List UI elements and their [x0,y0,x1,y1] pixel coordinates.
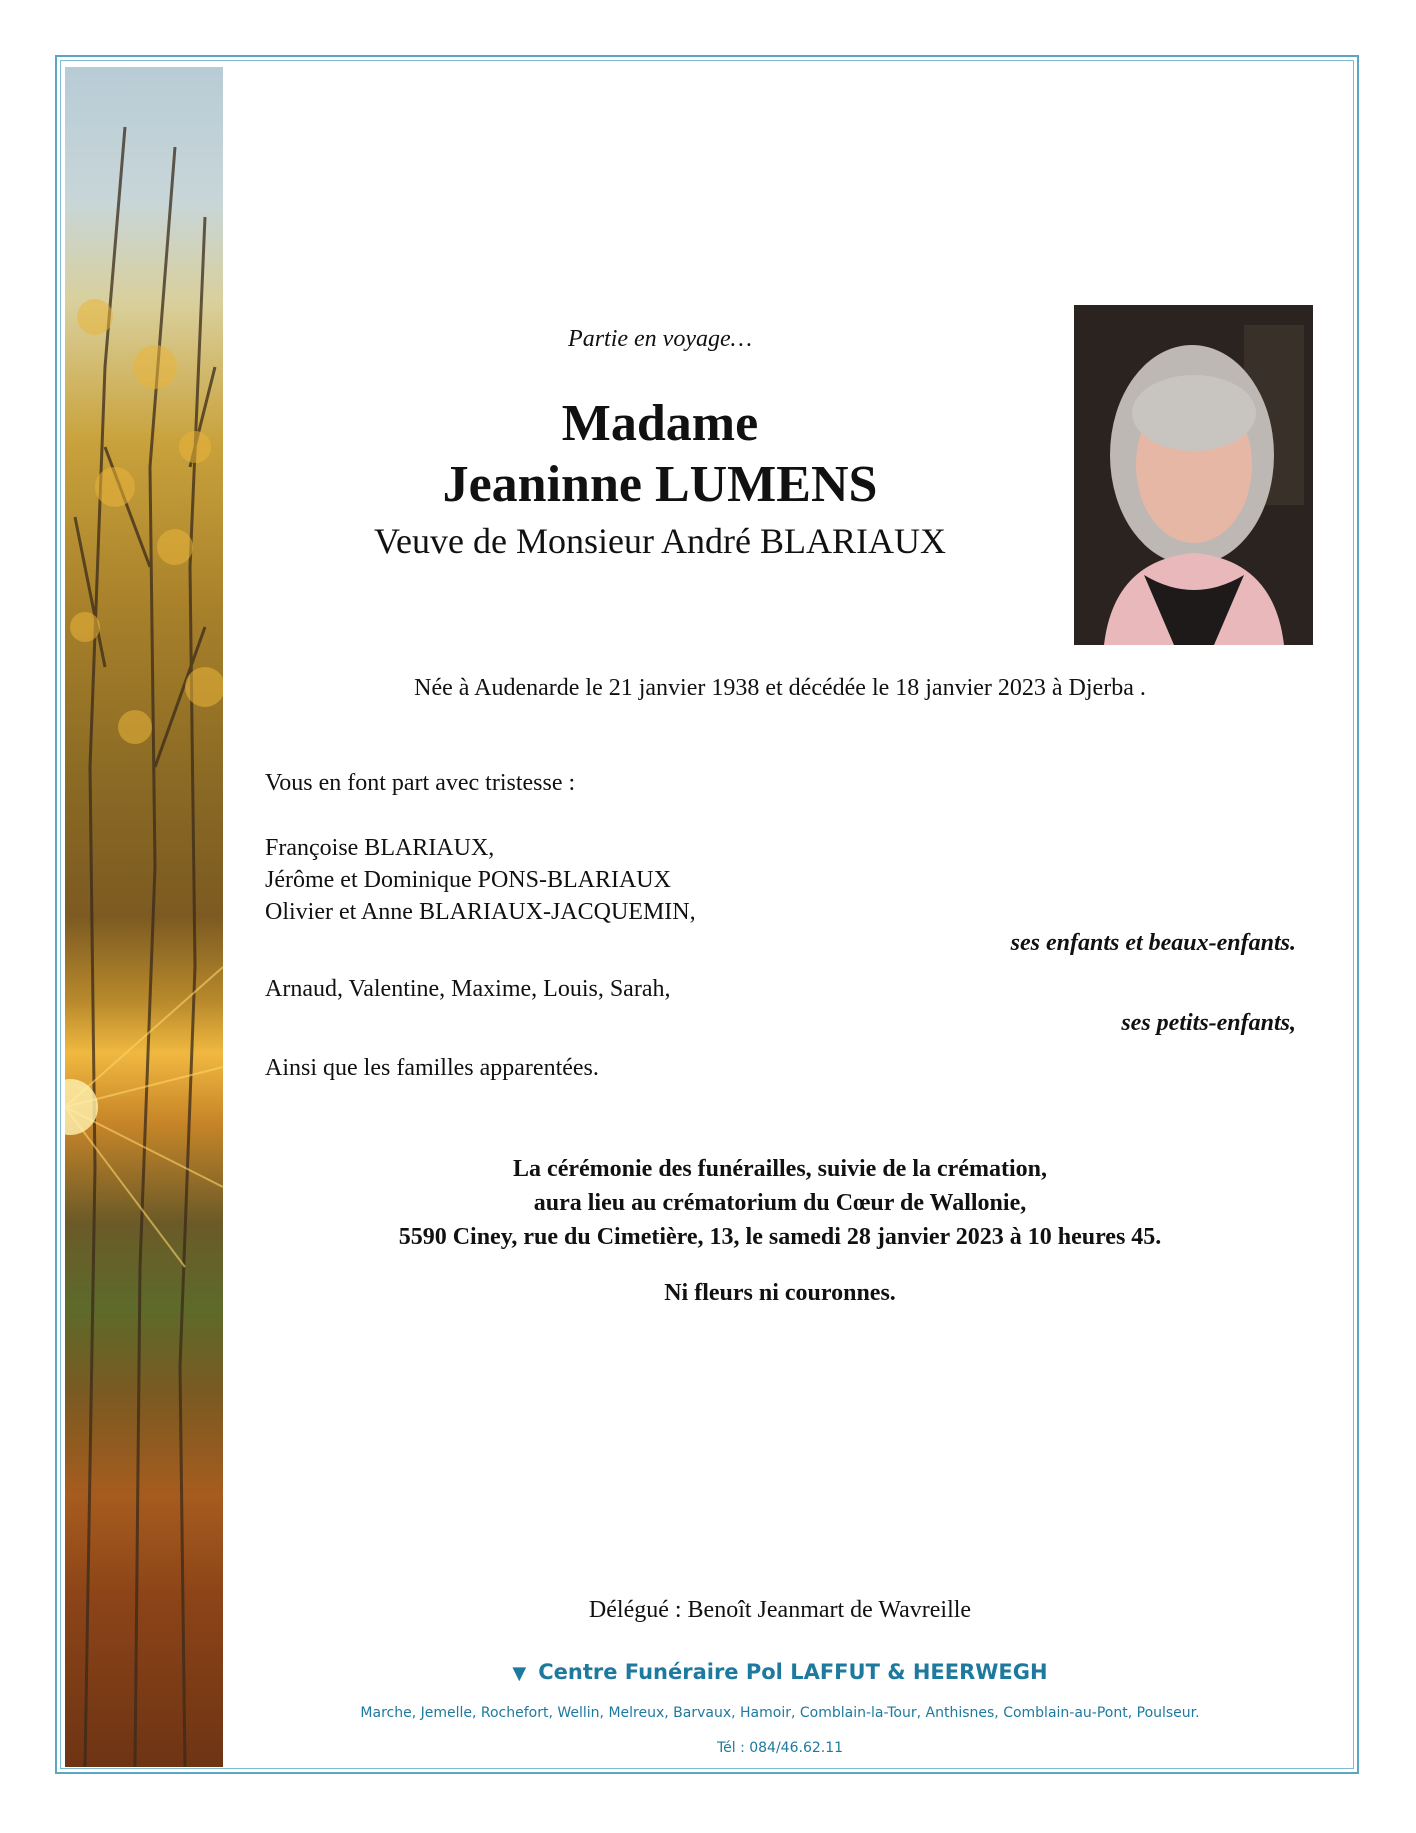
autumn-forest-image [65,67,223,1767]
funeral-home-locations: Marche, Jemelle, Rochefort, Wellin, Melreux, Barvaux, Hamoir, Comblain-la-Tour, Anthisnes, Comblain-au-Pont, Poulseur. [360,1705,1200,1721]
funeral-home-name [380,1660,1180,1684]
portrait-photo [1074,305,1313,645]
ceremony-line: La cérémonie des funérailles, suivie de la crémation, [513,1156,1047,1182]
birth-death-line: Née à Audenarde le 21 janvier 1938 et décédée le 18 janvier 2023 à Djerba . [414,675,1146,701]
ceremony-line: aura lieu au crématorium du Cœur de Wallonie, [533,1190,1027,1216]
children-list [265,832,696,928]
no-flowers-note: Ni fleurs ni couronnes. [664,1280,896,1306]
widow-of: Veuve de Monsieur André BLARIAUX [374,521,946,561]
list-item: Françoise BLARIAUX, [265,835,495,861]
delegate-line: Délégué : Benoît Jeanmart de Wavreille [588,1597,972,1623]
ceremony-details [280,1152,1280,1254]
funeral-home-label: Centre Funéraire Pol LAFFUT & HEERWEGH [538,1660,1048,1684]
announcement-intro: Vous en font part avec tristesse : [265,770,576,796]
families-line: Ainsi que les familles apparentées. [265,1055,599,1081]
tagline: Partie en voyage… [568,326,752,352]
grandchildren-relation: ses petits-enfants, [1121,1010,1296,1036]
ceremony-line: 5590 Ciney, rue du Cimetière, 13, le samedi 28 janvier 2023 à 10 heures 45. [398,1224,1162,1250]
list-item: Jérôme et Dominique PONS-BLARIAUX [265,867,671,893]
triangle-down-icon: ▼ [512,1663,527,1684]
honorific: Madame [561,395,759,452]
deceased-name: Jeaninne LUMENS [442,456,878,513]
list-item: Olivier et Anne BLARIAUX-JACQUEMIN, [265,899,696,925]
children-relation: ses enfants et beaux-enfants. [1010,930,1296,956]
funeral-home-phone: Tél : 084/46.62.11 [716,1740,844,1756]
grandchildren-list: Arnaud, Valentine, Maxime, Louis, Sarah, [265,976,671,1002]
